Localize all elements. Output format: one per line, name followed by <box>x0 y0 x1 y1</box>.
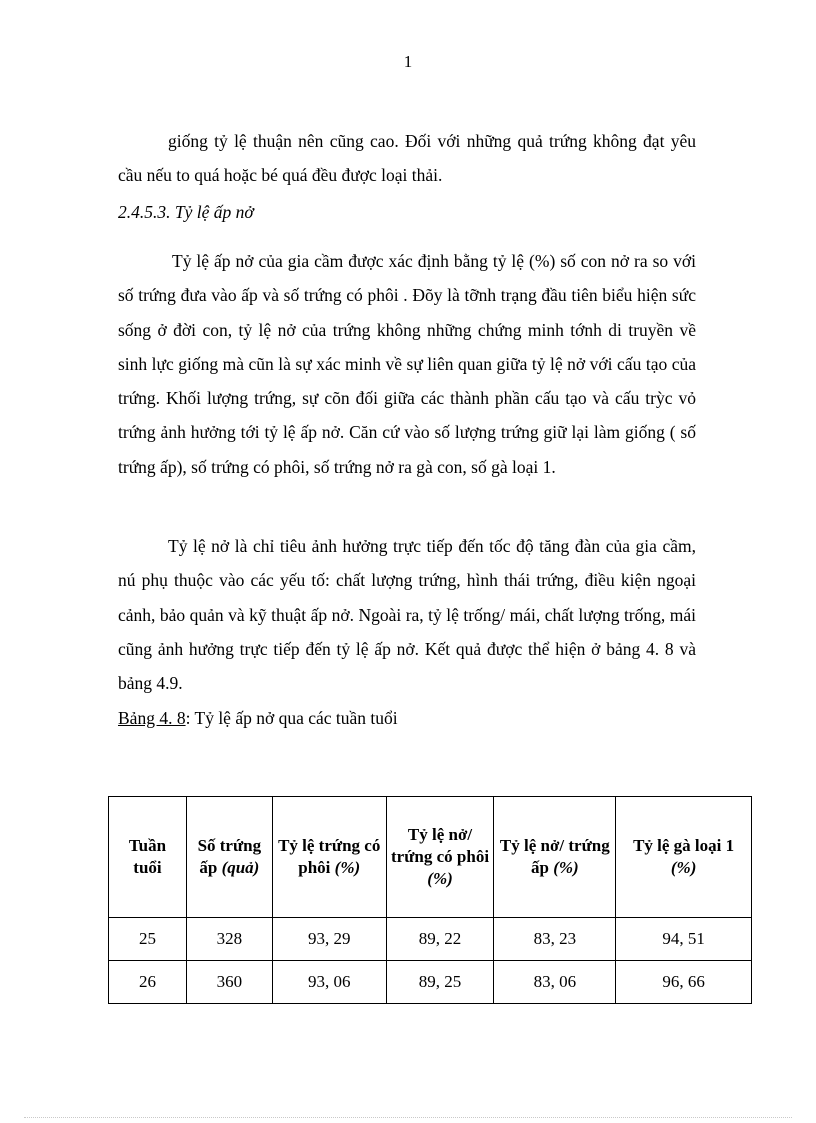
table-caption <box>118 708 398 729</box>
table-cell: 89, 22 <box>386 918 494 961</box>
hatch-rate-table <box>108 796 752 1004</box>
table-cell: 26 <box>109 961 187 1004</box>
header-grade1-chick-unit: (%) <box>670 858 697 877</box>
table-cell: 25 <box>109 918 187 961</box>
paragraph-egg-selection: giống tỷ lệ thuận nên cũng cao. Đối với những quả trứng không đạt yêu cầu nếu to quá hoặc bé quá đều được loại thải. <box>118 131 696 186</box>
table-cell: 360 <box>186 961 272 1004</box>
header-eggs-set <box>186 797 272 918</box>
table-cell: 96, 66 <box>616 961 752 1004</box>
header-eggs-set-unit: (quả) <box>221 858 260 877</box>
table-cell: 83, 23 <box>494 918 616 961</box>
table-header-row <box>109 797 752 918</box>
paragraph-hatch-rate-definition: Tỷ lệ ấp nở của gia cầm được xác định bằng tỷ lệ (%) số con nở ra so với số trứng đưa vào ấp và số trứng có phôi . Đõy là tỡnh trạng đầu tiên biểu hiện sức sống ở đời con, tỷ lệ nở của trứng không những chứng minh tớnh di truyền về sinh lực giống mà cũn là sự xác minh về sự liên quan giữa tỷ lệ nở với cấu tạo của trứng. Khối lượng trứng, sự cõn đối giữa các thành phần cấu tạo và cấu trỳc vỏ trứng ảnh hưởng tới tỷ lệ ấp nở. Căn cứ vào số lượng trứng giữ lại làm giống ( số trứng ấp), số trứng có phôi, số trứng nở ra gà con, số gà loại 1. <box>118 251 696 477</box>
header-hatch-set-label: Tỷ lệ nở/ trứng ấp <box>499 836 610 877</box>
page-bottom-divider <box>24 1117 792 1118</box>
page-number: 1 <box>403 52 413 71</box>
header-fertile-rate <box>272 797 386 918</box>
table-caption-label: Bảng 4. 8 <box>118 708 186 728</box>
table-row <box>109 961 752 1004</box>
paragraph-hatch-rate-factors: Tỷ lệ nở là chỉ tiêu ảnh hưởng trực tiếp đến tốc độ tăng đàn của gia cầm, nú phụ thuộc vào các yếu tố: chất lượng trứng, hình thái trứng, điều kiện ngoại cảnh, bảo quản và kỹ thuật ấp nở. Ngoài ra, tỷ lệ trống/ mái, chất lượng trống, mái cũng ảnh hưởng trực tiếp đến tỷ lệ ấp nở. Kết quả được thể hiện ở bảng 4. 8 và bảng 4.9. <box>118 536 696 694</box>
header-week-age <box>109 797 187 918</box>
header-eggs-set-label: Số trứng ấp <box>197 836 262 877</box>
header-hatch-set-unit: (%) <box>553 858 579 877</box>
table-cell: 94, 51 <box>616 918 752 961</box>
header-hatch-set <box>494 797 616 918</box>
header-fertile-rate-label: Tỷ lệ trứng có phôi <box>278 836 381 877</box>
table-caption-text: : Tỷ lệ ấp nở qua các tuần tuổi <box>185 708 398 728</box>
header-hatch-fertile-label: Tỷ lệ nở/ trứng có phôi <box>391 825 490 866</box>
header-grade1-chick <box>616 797 752 918</box>
table-cell: 83, 06 <box>494 961 616 1004</box>
section-heading: 2.4.5.3. Tỷ lệ ấp nở <box>118 202 254 222</box>
header-hatch-fertile <box>386 797 494 918</box>
table-cell: 328 <box>186 918 272 961</box>
header-grade1-chick-label: Tỷ lệ gà loại 1 <box>633 836 735 855</box>
table-row <box>109 918 752 961</box>
table-cell: 89, 25 <box>386 961 494 1004</box>
table-cell: 93, 29 <box>272 918 386 961</box>
header-fertile-rate-unit: (%) <box>334 858 361 877</box>
table-cell: 93, 06 <box>272 961 386 1004</box>
header-week-age-label: Tuần tuổi <box>128 836 167 877</box>
header-hatch-fertile-unit: (%) <box>427 869 453 888</box>
